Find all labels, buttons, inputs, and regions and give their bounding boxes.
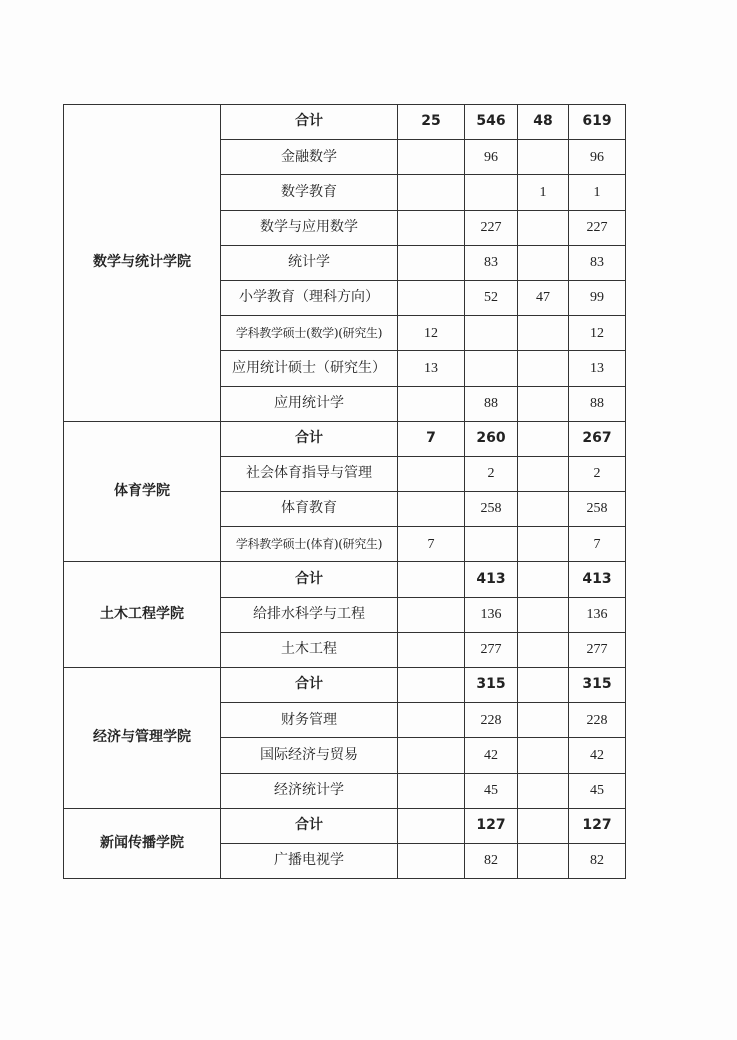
count-cell-c2: 96 bbox=[465, 140, 518, 175]
college-name-cell: 经济与管理学院 bbox=[64, 668, 221, 809]
enrollment-table bbox=[63, 104, 626, 879]
count-cell-c3 bbox=[518, 351, 569, 386]
count-cell-c4: 88 bbox=[569, 386, 626, 421]
count-cell-c2: 127 bbox=[465, 808, 518, 843]
count-cell-c2: 258 bbox=[465, 492, 518, 527]
major-name-cell: 经济统计学 bbox=[221, 773, 398, 808]
total-label-cell: 合计 bbox=[221, 105, 398, 140]
count-cell-c1: 7 bbox=[398, 421, 465, 456]
major-name-cell: 学科教学硕士(体育)(研究生) bbox=[221, 527, 398, 562]
major-name-cell: 给排水科学与工程 bbox=[221, 597, 398, 632]
count-cell-c3 bbox=[518, 668, 569, 703]
college-total-row bbox=[64, 562, 626, 597]
college-total-row bbox=[64, 668, 626, 703]
total-label-cell: 合计 bbox=[221, 421, 398, 456]
count-cell-c1 bbox=[398, 386, 465, 421]
count-cell-c3: 47 bbox=[518, 280, 569, 315]
college-name-cell: 土木工程学院 bbox=[64, 562, 221, 668]
college-total-row bbox=[64, 105, 626, 140]
count-cell-c3 bbox=[518, 562, 569, 597]
count-cell-c1: 12 bbox=[398, 316, 465, 351]
count-cell-c4: 136 bbox=[569, 597, 626, 632]
college-total-row bbox=[64, 421, 626, 456]
count-cell-c2: 277 bbox=[465, 632, 518, 667]
count-cell-c4: 228 bbox=[569, 703, 626, 738]
count-cell-c4: 413 bbox=[569, 562, 626, 597]
count-cell-c2: 136 bbox=[465, 597, 518, 632]
count-cell-c4: 619 bbox=[569, 105, 626, 140]
count-cell-c4: 96 bbox=[569, 140, 626, 175]
count-cell-c3 bbox=[518, 738, 569, 773]
count-cell-c4: 83 bbox=[569, 245, 626, 280]
major-name-cell: 应用统计硕士（研究生） bbox=[221, 351, 398, 386]
count-cell-c2: 83 bbox=[465, 245, 518, 280]
count-cell-c1: 25 bbox=[398, 105, 465, 140]
count-cell-c2: 88 bbox=[465, 386, 518, 421]
count-cell-c1 bbox=[398, 773, 465, 808]
count-cell-c4: 13 bbox=[569, 351, 626, 386]
count-cell-c1 bbox=[398, 210, 465, 245]
major-name-cell: 数学与应用数学 bbox=[221, 210, 398, 245]
count-cell-c1 bbox=[398, 808, 465, 843]
count-cell-c3 bbox=[518, 703, 569, 738]
count-cell-c2: 546 bbox=[465, 105, 518, 140]
count-cell-c2: 52 bbox=[465, 280, 518, 315]
count-cell-c4: 315 bbox=[569, 668, 626, 703]
count-cell-c1 bbox=[398, 140, 465, 175]
count-cell-c4: 127 bbox=[569, 808, 626, 843]
count-cell-c2: 2 bbox=[465, 456, 518, 491]
count-cell-c4: 99 bbox=[569, 280, 626, 315]
count-cell-c2 bbox=[465, 175, 518, 210]
count-cell-c2: 82 bbox=[465, 843, 518, 878]
count-cell-c3 bbox=[518, 421, 569, 456]
count-cell-c3 bbox=[518, 492, 569, 527]
count-cell-c3 bbox=[518, 386, 569, 421]
count-cell-c3: 1 bbox=[518, 175, 569, 210]
count-cell-c2: 42 bbox=[465, 738, 518, 773]
college-total-row bbox=[64, 808, 626, 843]
count-cell-c1 bbox=[398, 738, 465, 773]
total-label-cell: 合计 bbox=[221, 562, 398, 597]
count-cell-c4: 2 bbox=[569, 456, 626, 491]
total-label-cell: 合计 bbox=[221, 808, 398, 843]
total-label-cell: 合计 bbox=[221, 668, 398, 703]
count-cell-c2: 413 bbox=[465, 562, 518, 597]
count-cell-c4: 1 bbox=[569, 175, 626, 210]
count-cell-c2: 315 bbox=[465, 668, 518, 703]
count-cell-c3 bbox=[518, 597, 569, 632]
count-cell-c4: 12 bbox=[569, 316, 626, 351]
major-name-cell: 学科教学硕士(数学)(研究生) bbox=[221, 316, 398, 351]
count-cell-c1 bbox=[398, 492, 465, 527]
major-name-cell: 小学教育（理科方向） bbox=[221, 280, 398, 315]
count-cell-c3 bbox=[518, 773, 569, 808]
college-name-cell: 新闻传播学院 bbox=[64, 808, 221, 878]
count-cell-c2 bbox=[465, 316, 518, 351]
count-cell-c3 bbox=[518, 456, 569, 491]
count-cell-c3: 48 bbox=[518, 105, 569, 140]
count-cell-c1 bbox=[398, 597, 465, 632]
count-cell-c1: 13 bbox=[398, 351, 465, 386]
count-cell-c2 bbox=[465, 527, 518, 562]
count-cell-c3 bbox=[518, 316, 569, 351]
major-name-cell: 应用统计学 bbox=[221, 386, 398, 421]
count-cell-c4: 42 bbox=[569, 738, 626, 773]
count-cell-c2: 260 bbox=[465, 421, 518, 456]
count-cell-c4: 267 bbox=[569, 421, 626, 456]
count-cell-c4: 277 bbox=[569, 632, 626, 667]
count-cell-c3 bbox=[518, 140, 569, 175]
count-cell-c2 bbox=[465, 351, 518, 386]
major-name-cell: 数学教育 bbox=[221, 175, 398, 210]
count-cell-c1 bbox=[398, 245, 465, 280]
major-name-cell: 统计学 bbox=[221, 245, 398, 280]
count-cell-c4: 7 bbox=[569, 527, 626, 562]
count-cell-c4: 227 bbox=[569, 210, 626, 245]
count-cell-c2: 227 bbox=[465, 210, 518, 245]
count-cell-c3 bbox=[518, 632, 569, 667]
college-name-cell: 数学与统计学院 bbox=[64, 105, 221, 422]
count-cell-c1 bbox=[398, 280, 465, 315]
major-name-cell: 财务管理 bbox=[221, 703, 398, 738]
count-cell-c4: 82 bbox=[569, 843, 626, 878]
count-cell-c3 bbox=[518, 527, 569, 562]
count-cell-c1 bbox=[398, 456, 465, 491]
major-name-cell: 土木工程 bbox=[221, 632, 398, 667]
count-cell-c1 bbox=[398, 843, 465, 878]
count-cell-c3 bbox=[518, 843, 569, 878]
count-cell-c3 bbox=[518, 245, 569, 280]
major-name-cell: 金融数学 bbox=[221, 140, 398, 175]
major-name-cell: 社会体育指导与管理 bbox=[221, 456, 398, 491]
count-cell-c2: 45 bbox=[465, 773, 518, 808]
count-cell-c1 bbox=[398, 175, 465, 210]
count-cell-c1 bbox=[398, 632, 465, 667]
major-name-cell: 广播电视学 bbox=[221, 843, 398, 878]
count-cell-c4: 45 bbox=[569, 773, 626, 808]
count-cell-c1 bbox=[398, 562, 465, 597]
count-cell-c1: 7 bbox=[398, 527, 465, 562]
college-name-cell: 体育学院 bbox=[64, 421, 221, 562]
count-cell-c1 bbox=[398, 668, 465, 703]
count-cell-c1 bbox=[398, 703, 465, 738]
count-cell-c4: 258 bbox=[569, 492, 626, 527]
major-name-cell: 体育教育 bbox=[221, 492, 398, 527]
major-name-cell: 国际经济与贸易 bbox=[221, 738, 398, 773]
count-cell-c2: 228 bbox=[465, 703, 518, 738]
count-cell-c3 bbox=[518, 210, 569, 245]
count-cell-c3 bbox=[518, 808, 569, 843]
table-body bbox=[64, 105, 626, 879]
